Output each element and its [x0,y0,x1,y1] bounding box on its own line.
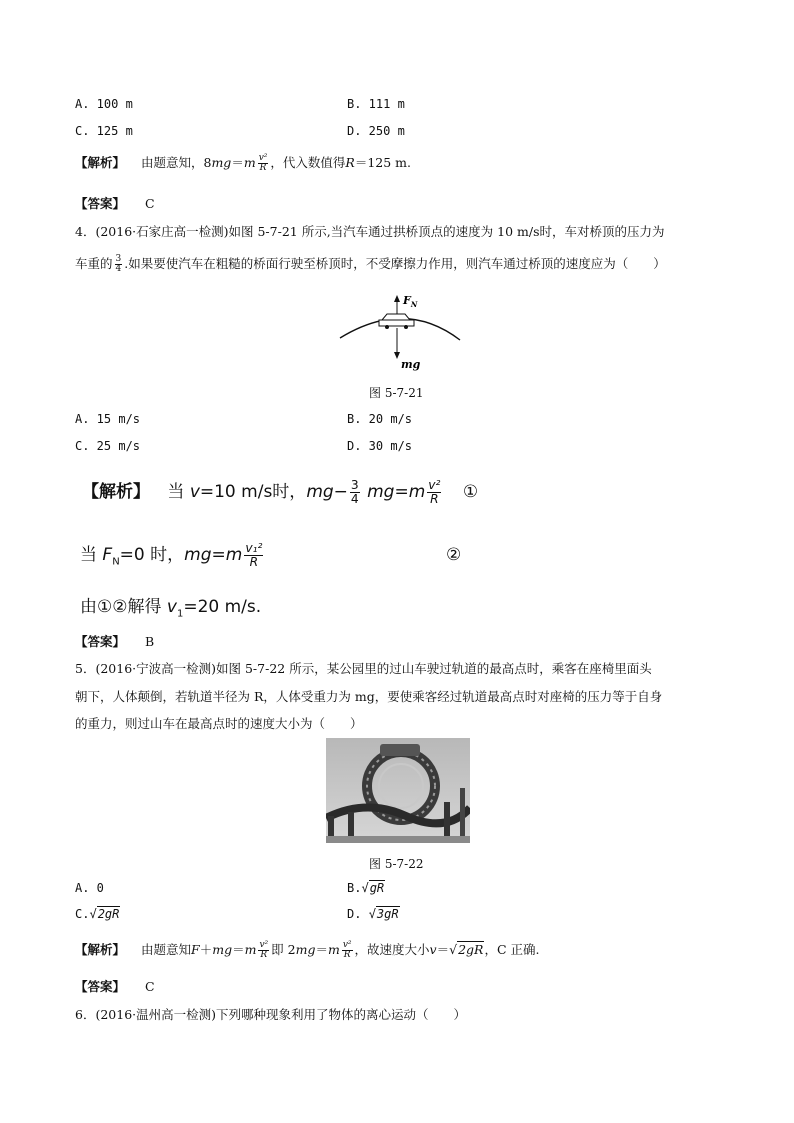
figure-caption: 图 5-7-21 [369,386,424,400]
fraction: $\frac{3}{4}$ [115,254,122,274]
answer-tag: 【答案】 [75,196,126,211]
formula-part: R [345,155,355,170]
fraction: $\frac{\text{v²}}{R}$ [258,153,268,173]
q4-stem-line1: 4．(2016·石家庄高一检测)如图 5-7-21 所示,当汽车通过拱桥顶点的速度为 10 m/s时，车对桥顶的压力为 [75,224,665,239]
equation-mark: ② [446,545,462,565]
fraction: $\frac{3}{4}$ [350,478,359,506]
q4-answer [75,632,154,650]
q4-analysis-line3: 由①②解得 $v_1=20$ m/s. [80,597,262,620]
fn-label: $F_N$ [403,294,418,309]
q4-analysis-line2: 当 $F_N=0$ 时，mg=m $\frac{\text{v₁²}}{R}$ [80,541,263,569]
q3-option-b: B. 111 m [347,97,405,111]
analysis-tag: 【解析】 [75,155,126,170]
q3-option-a: A. 100 m [75,97,133,111]
q3-analysis [75,153,411,173]
q5-stem-line2: 朝下，人体颠倒，若轨道半径为 R，人体受重力为 mg，要使乘客经过轨道最高点时对座椅的压力等于自身 [75,689,663,704]
q4-stem-line2: 车重的 $\frac{3}{4}$ .如果要使汽车在粗糙的桥面行驶至桥顶时，不受摩擦力作用，则汽车通过桥顶的速度应为（ ） [75,254,666,274]
q6-stem-line1: 6．(2016·温州高一检测)下列哪种现象利用了物体的离心运动（ ） [75,1007,466,1022]
answer-value: B [145,634,155,649]
q5-answer [75,977,155,995]
analysis-tag: 【解析】 [75,942,126,957]
car-icon [379,314,414,329]
q3-option-d: D. 250 m [347,124,405,138]
roller-coaster-photo [326,738,470,843]
analysis-text: ，代入数值得 [270,155,346,170]
q5-option-a: A. 0 [75,881,104,895]
answer-value: C [145,196,155,211]
q5-stem-line3: 的重力，则过山车在最高点时的速度大小为（ ） [75,716,363,731]
arrow-head-icon [394,352,400,359]
analysis-tag: 【解析】 [82,482,150,502]
q5-option-b: B.√gR [347,881,385,895]
q4-analysis-line1: 【解析】 当 v=10 m/s时，mg− $\frac{3}{4}$ mg=m $\frac{\text{v²}}{R}$ ① [82,478,479,506]
equation-mark: ① [462,482,479,502]
bridge-figure [335,290,475,372]
fraction: $\frac{\text{v²}}{R}$ [342,940,352,960]
analysis-text: 由题意知，8 [141,155,212,170]
fraction: $\frac{\text{v₁²}}{R}$ [245,541,263,569]
answer-value: C [145,979,155,994]
arrow-head-icon [394,295,400,302]
answer-tag: 【答案】 [75,634,126,649]
figure-caption: 图 5-7-22 [369,857,424,871]
q4-option-d: D. 30 m/s [347,439,413,453]
formula-part: ＝ [231,155,244,170]
formula-part: m [243,155,256,170]
q4-option-c: C. 25 m/s [75,439,141,453]
q4-option-b: B. 20 m/s [347,412,413,426]
q5-option-c: C.√2gR [75,907,120,921]
q5-option-d: D. √3gR [347,907,399,921]
mg-label: mg [401,358,421,371]
q3-answer [75,194,155,212]
q3-option-c: C. 125 m [75,124,133,138]
fraction: $\frac{\text{v²}}{R}$ [259,940,269,960]
q4-option-a: A. 15 m/s [75,412,141,426]
answer-tag: 【答案】 [75,979,126,994]
formula-part: mg [211,155,232,170]
q5-stem-line1: 5．(2016·宁波高一检测)如图 5-7-22 所示，某公园里的过山车驶过轨道的最高点时，乘客在座椅里面头 [75,661,652,676]
fraction: $\frac{\text{v²}}{R}$ [428,478,441,506]
q5-analysis: 【解析】 由题意知F＋mg＝m $\frac{\text{v²}}{R}$ 即 2mg＝m $\frac{\text{v²}}{R}$ ，故速度大小v＝√2gR，C 正确. [75,940,540,960]
analysis-result: ＝125 m. [354,155,411,170]
